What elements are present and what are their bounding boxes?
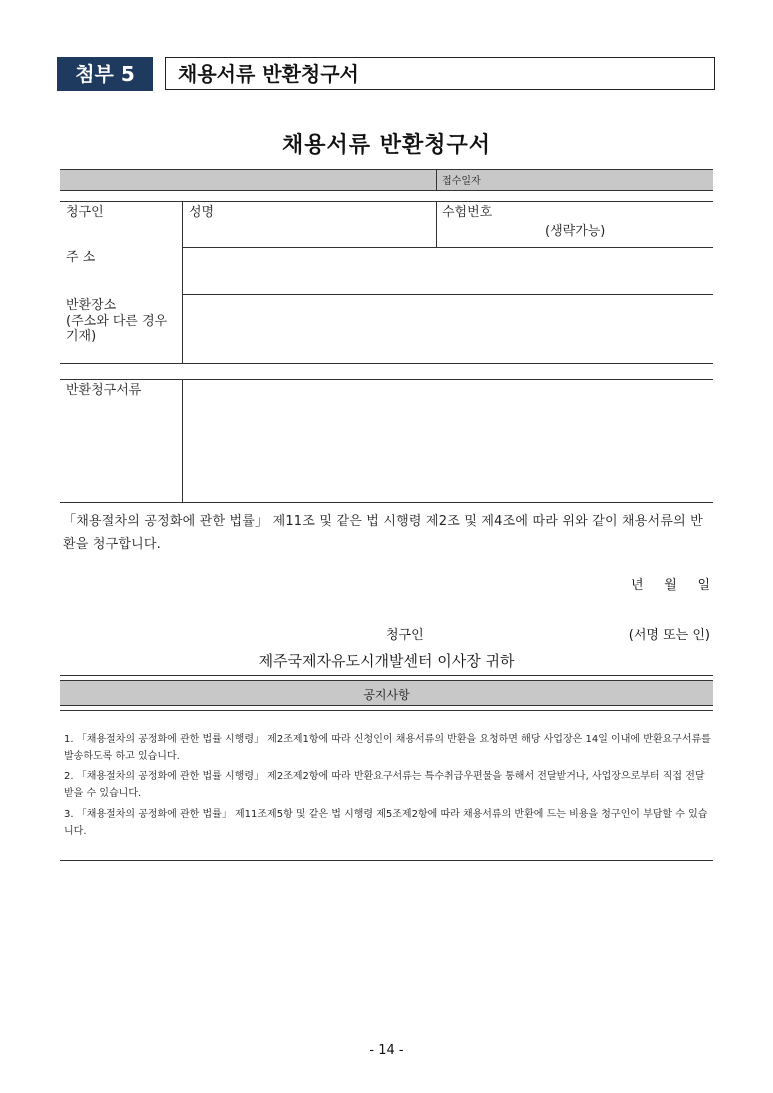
receipt-date-label: 접수일자: [442, 176, 481, 187]
return-place-note: (주소와 다른 경우: [66, 314, 168, 329]
divider: [182, 294, 713, 295]
page-number: - 14 -: [369, 1043, 404, 1058]
divider: [60, 705, 713, 706]
addressee: 제주국제자유도시개발센터 이사장 귀하: [258, 652, 515, 670]
exam-number-label: 수험번호: [442, 205, 493, 220]
claimant-label: 청구인: [66, 205, 104, 220]
divider: [182, 247, 713, 248]
return-place-label: 반환장소: [66, 298, 117, 313]
exam-number-note: (생략가능): [545, 224, 606, 239]
signature-note: (서명 또는 인): [628, 628, 710, 643]
divider: [60, 710, 713, 711]
date-line: 년 월 일: [631, 578, 710, 593]
notice-item: 1. 「채용절차의 공정화에 관한 법률 시행령」 제2조제1항에 따라 신청인이 채용서류의 반환을 요청하면 해당 사업장은 14일 이내에 반환요구서류를 발송하도록 하고 있습니다.: [64, 734, 711, 762]
header-title: 채용서류 반환청구서: [165, 57, 715, 90]
divider: [60, 190, 713, 191]
receipt-row: [60, 170, 713, 190]
divider: [436, 170, 437, 190]
divider: [60, 363, 713, 364]
address-label: 주 소: [66, 250, 96, 265]
divider: [60, 502, 713, 503]
return-place-field[interactable]: [186, 297, 711, 361]
notice-title: 공지사항: [363, 688, 410, 702]
address-field[interactable]: [186, 250, 711, 292]
statement-text: 「채용절차의 공정화에 관한 법률」 제11조 및 같은 법 시행령 제2조 및 제4조에 따라 위와 같이 채용서류의 반환을 청구합니다.: [63, 514, 703, 552]
divider: [60, 379, 713, 380]
divider: [60, 675, 713, 676]
divider: [436, 201, 437, 247]
divider: [182, 379, 183, 502]
name-field[interactable]: [220, 204, 430, 244]
divider: [182, 201, 183, 363]
notice-item: 2. 「채용절차의 공정화에 관한 법률 시행령」 제2조제2항에 따라 반환요구서류는 특수취급우편물을 통해서 전달받거나, 사업장으로부터 직접 전달받을 수 있습니다.: [64, 771, 705, 799]
documents-label: 반환청구서류: [66, 383, 142, 398]
claimant-sign-label: 청구인: [386, 628, 424, 643]
divider: [60, 201, 713, 202]
documents-field[interactable]: [186, 382, 711, 500]
divider: [60, 860, 713, 861]
name-label: 성명: [189, 205, 215, 220]
divider: [60, 169, 713, 170]
return-place-note: 기재): [66, 329, 97, 344]
notice-item: 3. 「채용절차의 공정화에 관한 법률」 제11조제5항 및 같은 법 시행령 제5조제2항에 따라 채용서류의 반환에 드는 비용을 청구인이 부담할 수 있습니다.: [64, 809, 708, 837]
attachment-badge: 첨부 5: [57, 57, 153, 91]
form-title: 채용서류 반환청구서: [282, 133, 491, 158]
